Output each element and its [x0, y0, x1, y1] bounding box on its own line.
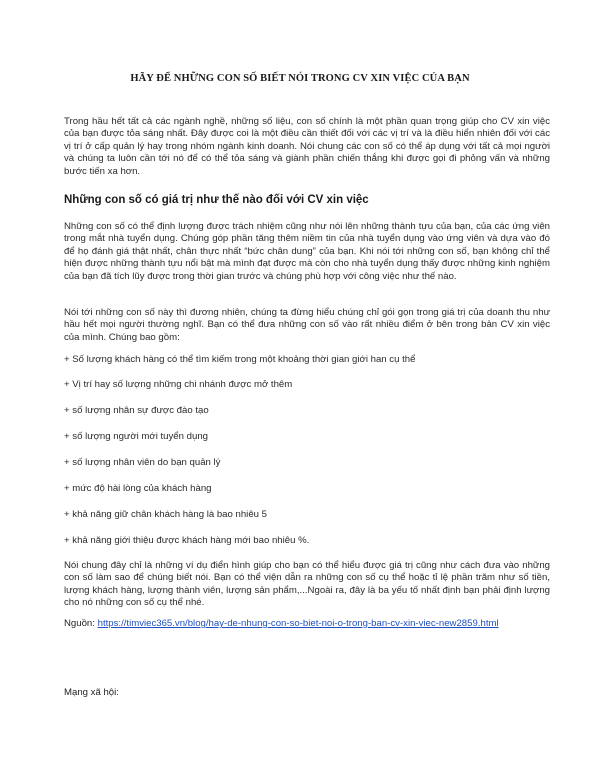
list-item: + Số lượng khách hàng có thể tìm kiếm trong một khoảng thời gian giới han cụ thể — [64, 354, 416, 365]
intro-paragraph: Trong hầu hết tất cả các ngành nghề, những số liệu, con số chính là một phần quan trọng giúp cho CV xin việc của bạn được tỏa sáng nhất. Đây được coi là một điều cần thiết đối với các vị trí và là điều hiển nhiên đối với các vị trí ở cấp quản lý hay trong nhóm ngành kinh doanh. Nói chung các con số có thể áp dụng với tất cả mọi người và chúng ta luôn cần tới nó để có thể tỏa sáng và giành phần chiến thắng khi được gọi đi phỏng vấn và những bước tiến xa hơn. — [64, 116, 550, 177]
section-heading: Những con số có giá trị như thế nào đối với CV xin việc — [64, 194, 369, 206]
source-label: Nguồn: — [64, 618, 95, 629]
list-item: + số lượng nhân viên do bạn quản lý — [64, 457, 221, 468]
closing-paragraph: Nói chung đây chỉ là những ví dụ điển hình giúp cho bạn có thể hiểu được giá trị cũng như cách đưa vào những con số làm sao để chúng biết nói. Bạn có thể viện dẫn ra những con số cụ thể hoặc tỉ lệ phần trăm như số tiền, lượng khách hàng, lượng thành viên, lượng sản phẩm,...Ngoài ra, đây là ba yếu tố nhất định bạn phải định lượng cho nó những con số cụ thể nhé. — [64, 560, 550, 609]
source-link[interactable]: https://timviec365.vn/blog/hay-de-nhung-con-so-biet-noi-o-trong-ban-cv-xin-viec-new2859.html — [97, 618, 499, 629]
source-line — [64, 617, 550, 630]
list-item: + khả năng giới thiệu được khách hàng mới bao nhiêu %. — [64, 535, 310, 546]
list-item: + Vị trí hay số lượng những chi nhánh được mở thêm — [64, 379, 293, 390]
social-label: Mạng xã hội: — [64, 687, 119, 698]
section-paragraph-1: Những con số có thể định lượng được trách nhiệm cũng như nói lên những thành tựu của bạn, của các ứng viên trong mắt nhà tuyển dụng. Chúng góp phần tăng thêm niềm tin của nhà tuyển dụng vào ứng viên và dựa vào đó để họ đánh giá thật nhất, chân thực nhất “bức chân dung” của bạn. Khi nói tới những con số, bạn không chỉ thể hiện được những thành tựu nổi bật mà mình đạt được mà còn cho nhà tuyển dụng thấy được những kinh nghiệm của bạn đã tích lũy được trong thời gian trước và chúng phù hợp với công việc như thế nào. — [64, 221, 550, 282]
section-paragraph-2: Nói tới những con số này thì đương nhiên, chúng ta đừng hiểu chúng chỉ gói gọn trong giá trị của doanh thu như hầu hết mọi người thường nghĩ. Bạn có thể đưa những con số vào rất nhiều điểm ở bên trong bản CV xin việc của mình. Chúng bao gồm: — [64, 307, 550, 343]
list-item: + khả năng giữ chân khách hàng là bao nhiêu 5 — [64, 509, 267, 520]
list-item: + mức độ hài lòng của khách hàng — [64, 483, 212, 494]
document-title: HÃY ĐỂ NHỮNG CON SỐ BIẾT NÓI TRONG CV XIN VIỆC CỦA BẠN — [130, 73, 470, 85]
list-item: + số lượng nhân sự được đào tạo — [64, 405, 209, 416]
list-item: + số lượng người mới tuyển dụng — [64, 431, 208, 442]
